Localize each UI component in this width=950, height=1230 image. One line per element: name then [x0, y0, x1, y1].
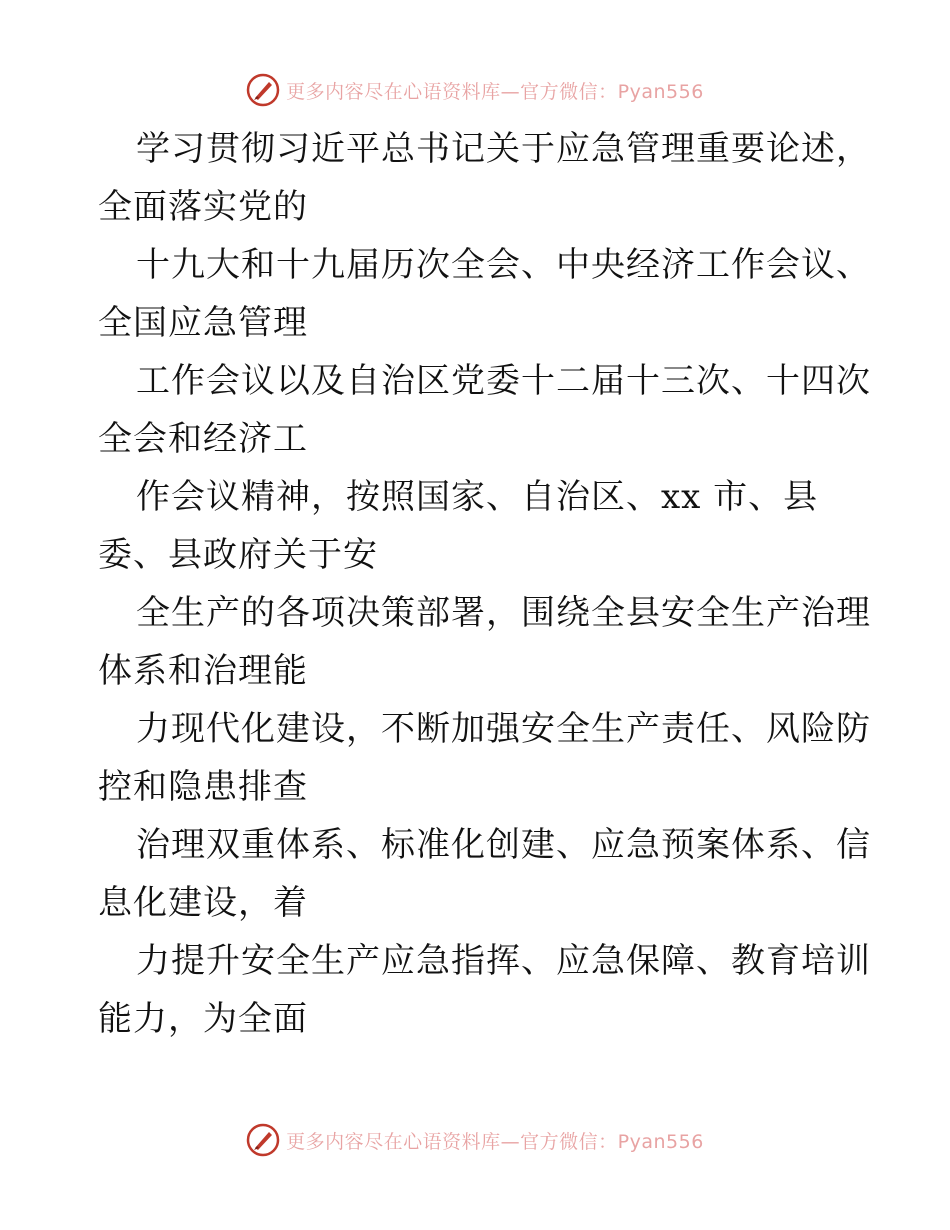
line: 治理双重体系、标准化创建、应急预案体系、信: [136, 825, 871, 865]
line: 委、县政府关于安: [98, 535, 378, 575]
line: 体系和治理能: [98, 651, 308, 691]
paragraph: [98, 352, 871, 468]
line: 学习贯彻习近平总书记关于应急管理重要论述，: [136, 129, 871, 169]
line: 全面落实党的: [98, 187, 308, 227]
paragraph: [98, 236, 871, 352]
line: 息化建设，着: [98, 883, 308, 923]
document-body: [98, 120, 871, 1048]
quill-logo-icon: [246, 73, 280, 107]
line: 十九大和十九届历次全会、中央经济工作会议、: [136, 245, 871, 285]
watermark-text: 更多内容尽在心语资料库—官方微信：Pyan556: [286, 80, 704, 103]
line: 全国应急管理: [98, 303, 308, 343]
line: 工作会议以及自治区党委十二届十三次、十四次: [136, 361, 871, 401]
paragraph: [98, 468, 858, 584]
line: 全会和经济工: [98, 419, 308, 459]
footer-watermark: [0, 1120, 950, 1160]
line: 作会议精神，按照国家、自治区、xx 市、县: [136, 477, 819, 517]
paragraph: [98, 816, 871, 932]
line: 能力，为全面: [98, 999, 308, 1039]
line: 控和隐患排查: [98, 767, 308, 807]
quill-logo-icon: [246, 1123, 280, 1157]
header-watermark: [0, 70, 950, 110]
paragraph: [98, 584, 871, 700]
paragraph: [98, 700, 871, 816]
line: 力提升安全生产应急指挥、应急保障、教育培训: [136, 941, 871, 981]
paragraph: [98, 120, 871, 236]
line: 力现代化建设，不断加强安全生产责任、风险防: [136, 709, 871, 749]
paragraph: [98, 932, 871, 1048]
line: 全生产的各项决策部署，围绕全县安全生产治理: [136, 593, 871, 633]
watermark-text: 更多内容尽在心语资料库—官方微信：Pyan556: [286, 1130, 704, 1153]
